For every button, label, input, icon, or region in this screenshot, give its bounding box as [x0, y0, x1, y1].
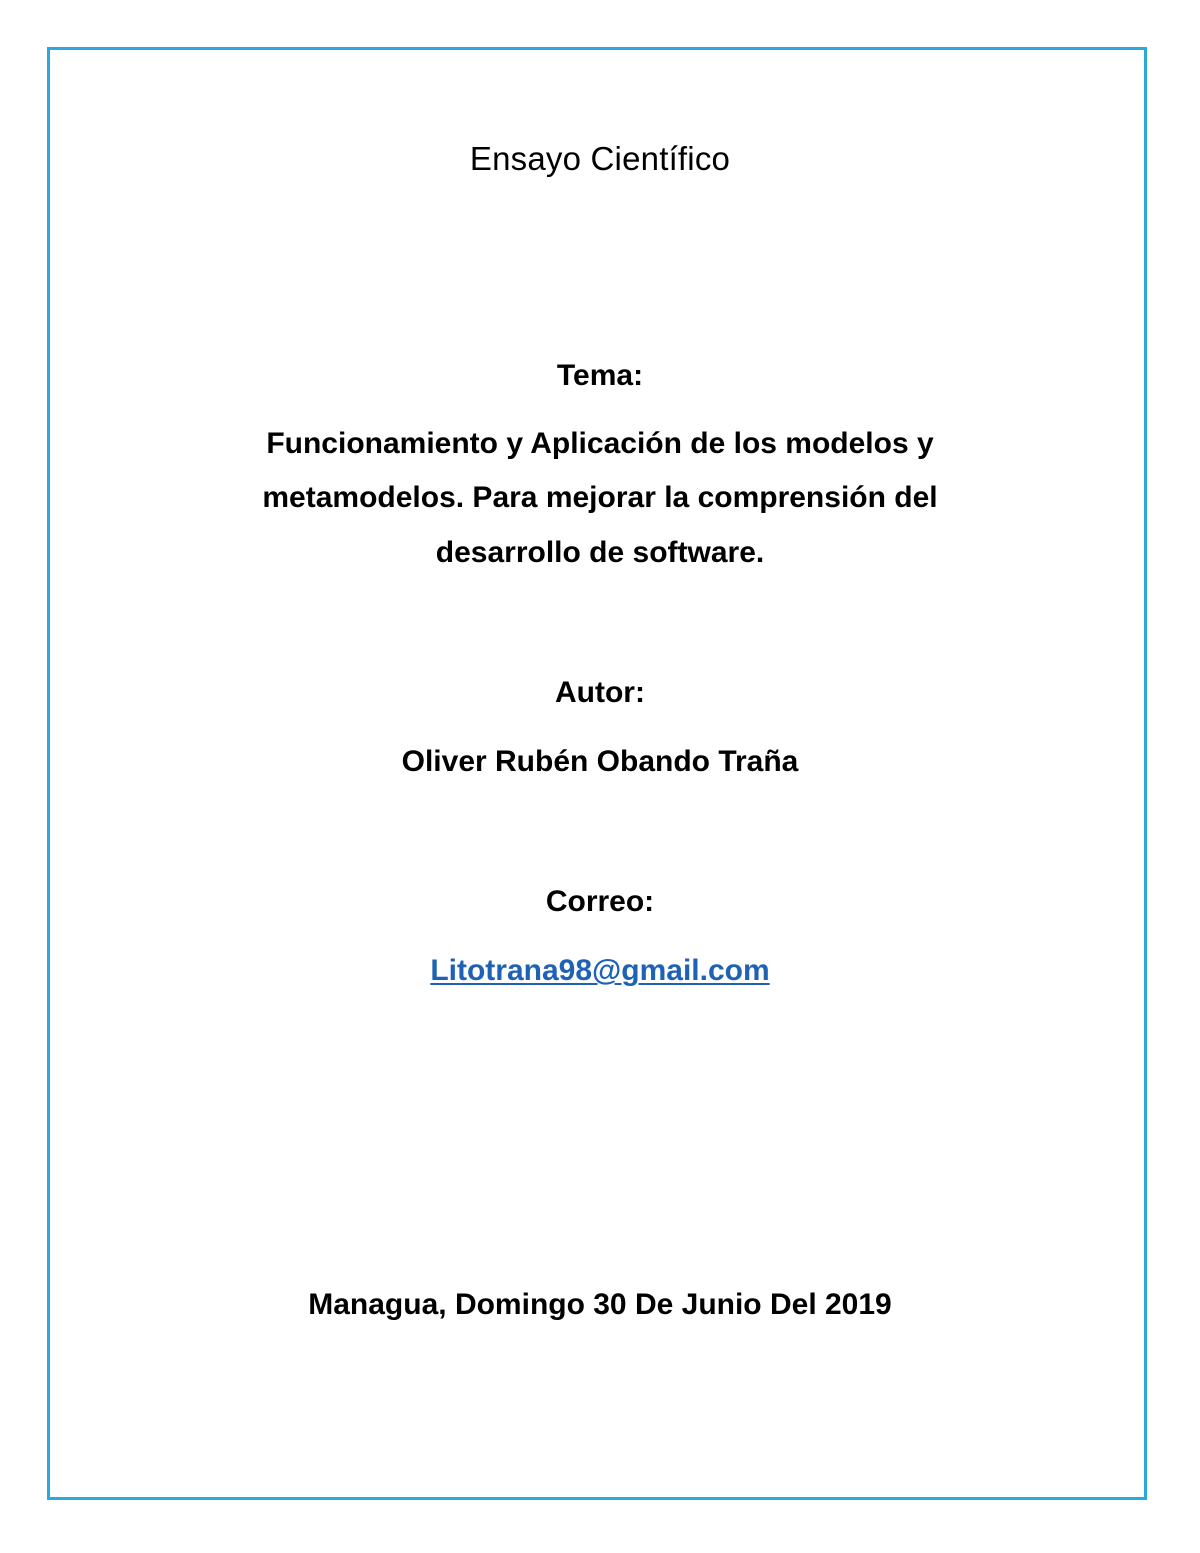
- tema-line-1: Funcionamiento y Aplicación de los modelos y: [266, 427, 934, 460]
- autor-label: Autor:: [555, 676, 645, 709]
- email-line: [0, 953, 1200, 989]
- tema-line-2: metamodelos. Para mejorar la comprensión del: [262, 481, 938, 514]
- tema-line-3: desarrollo de software.: [435, 536, 765, 569]
- correo-label: Correo:: [545, 885, 655, 918]
- document-title: Ensayo Científico: [469, 140, 731, 177]
- email-link[interactable]: Litotrana98@gmail.com: [430, 954, 770, 987]
- author-name: Oliver Rubén Obando Traña: [401, 745, 799, 778]
- place-date: Managua, Domingo 30 De Junio Del 2019: [308, 1288, 892, 1321]
- tema-label: Tema:: [556, 359, 644, 392]
